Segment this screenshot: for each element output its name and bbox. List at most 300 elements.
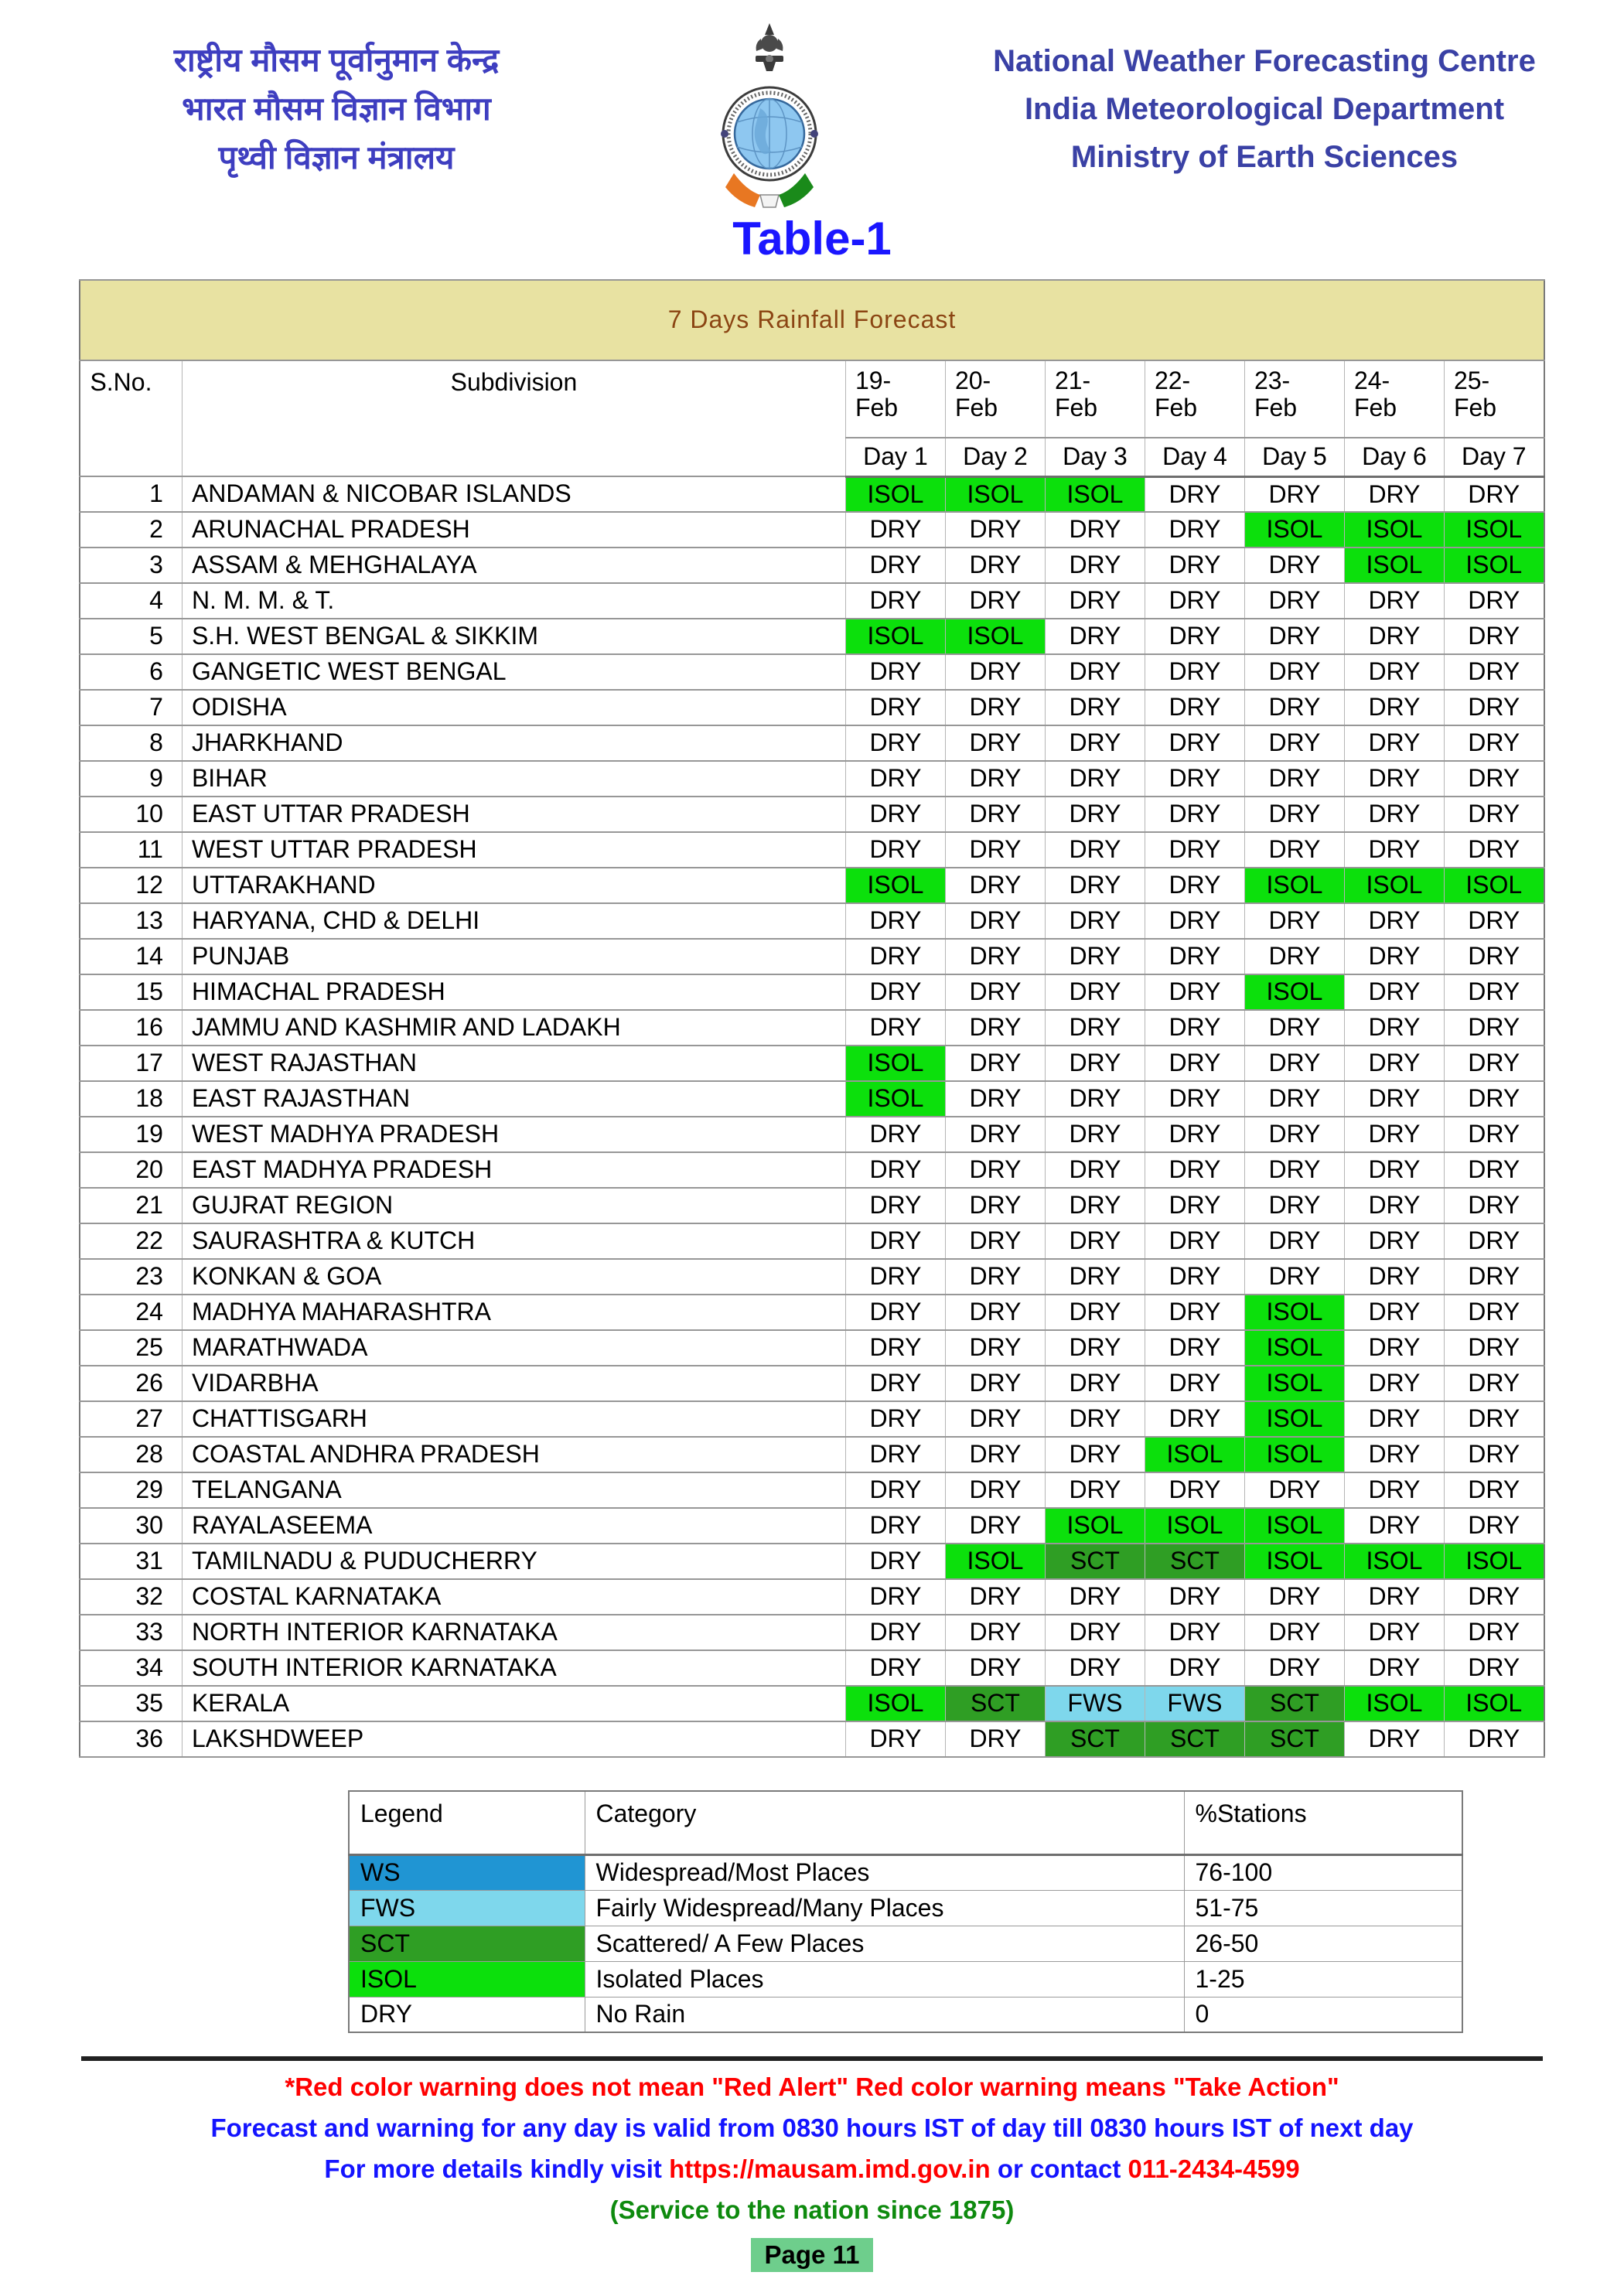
date-header: 25- Feb — [1444, 360, 1544, 438]
table-row — [80, 903, 1544, 939]
forecast-cell: DRY — [1045, 1366, 1145, 1401]
forecast-cell: DRY — [1444, 1508, 1544, 1544]
subdivision-cell: KERALA — [182, 1686, 845, 1721]
forecast-cell: DRY — [1045, 619, 1145, 654]
forecast-cell: DRY — [1444, 1295, 1544, 1330]
forecast-cell: DRY — [845, 1366, 945, 1401]
table-row — [80, 583, 1544, 619]
forecast-cell: DRY — [1045, 1401, 1145, 1437]
forecast-cell: DRY — [1145, 1152, 1244, 1188]
forecast-table-head — [80, 280, 1544, 476]
forecast-cell: DRY — [1145, 1650, 1244, 1686]
day-header: Day 3 — [1045, 438, 1145, 476]
date-header: 23- Feb — [1244, 360, 1344, 438]
hindi-line-1: राष्ट्रीय मौसम पूर्वानुमान केन्द्र — [173, 42, 500, 78]
forecast-cell: DRY — [1145, 797, 1244, 832]
sno-cell: 19 — [80, 1117, 182, 1152]
forecast-cell: DRY — [1045, 1081, 1145, 1117]
forecast-cell: DRY — [1344, 476, 1444, 512]
forecast-cell: DRY — [1444, 1401, 1544, 1437]
forecast-cell: ISOL — [845, 868, 945, 903]
sno-cell: 23 — [80, 1259, 182, 1295]
forecast-cell: DRY — [945, 832, 1045, 868]
forecast-cell: FWS — [1045, 1686, 1145, 1721]
sno-cell: 16 — [80, 1010, 182, 1046]
forecast-cell: ISOL — [845, 1046, 945, 1081]
sno-cell: 14 — [80, 939, 182, 974]
forecast-cell: DRY — [1444, 1579, 1544, 1615]
forecast-cell: DRY — [845, 1615, 945, 1650]
forecast-cell: DRY — [1444, 1223, 1544, 1259]
forecast-cell: ISOL — [1244, 1437, 1344, 1472]
forecast-cell: SCT — [1045, 1544, 1145, 1579]
forecast-cell: DRY — [945, 654, 1045, 690]
forecast-cell: DRY — [1244, 1259, 1344, 1295]
forecast-cell: DRY — [945, 903, 1045, 939]
forecast-cell: ISOL — [1244, 1508, 1344, 1544]
forecast-cell: DRY — [1444, 654, 1544, 690]
forecast-cell: DRY — [1244, 832, 1344, 868]
col-header-sno: S.No. — [80, 360, 182, 476]
table-row — [80, 1615, 1544, 1650]
sno-cell: 3 — [80, 548, 182, 583]
forecast-cell: ISOL — [1145, 1437, 1244, 1472]
forecast-cell: DRY — [1444, 1117, 1544, 1152]
forecast-cell: DRY — [1244, 690, 1344, 725]
subdivision-cell: HARYANA, CHD & DELHI — [182, 903, 845, 939]
table-row — [80, 1579, 1544, 1615]
sno-cell: 21 — [80, 1188, 182, 1223]
sno-cell: 22 — [80, 1223, 182, 1259]
forecast-cell: DRY — [845, 974, 945, 1010]
hindi-line-3: पृथ्वी विज्ञान मंत्रालय — [218, 139, 455, 176]
document-header — [0, 0, 1624, 207]
forecast-cell: DRY — [845, 1579, 945, 1615]
forecast-cell: DRY — [1145, 1330, 1244, 1366]
table-row — [80, 1081, 1544, 1117]
forecast-cell: ISOL — [945, 1544, 1045, 1579]
legend-category-cell: Widespread/Most Places — [585, 1854, 1184, 1890]
forecast-cell: DRY — [1444, 476, 1544, 512]
forecast-cell: DRY — [945, 548, 1045, 583]
forecast-cell: DRY — [1344, 1721, 1444, 1757]
forecast-cell: DRY — [1244, 476, 1344, 512]
red-warning-note: *Red color warning does not mean "Red Alert" Red color warning means "Take Action" — [285, 2073, 1339, 2101]
forecast-cell: DRY — [1045, 1330, 1145, 1366]
forecast-cell: DRY — [1145, 1615, 1244, 1650]
english-line-2: India Meteorological Department — [1024, 92, 1505, 126]
forecast-cell: DRY — [1444, 903, 1544, 939]
forecast-cell: DRY — [1344, 1330, 1444, 1366]
table-row — [80, 1650, 1544, 1686]
details-prefix: For more details kindly visit — [324, 2154, 662, 2183]
forecast-cell: DRY — [1045, 583, 1145, 619]
forecast-cell: DRY — [1444, 1152, 1544, 1188]
forecast-cell: DRY — [1145, 1295, 1244, 1330]
forecast-cell: DRY — [845, 832, 945, 868]
table-row — [80, 797, 1544, 832]
table-row — [80, 1259, 1544, 1295]
forecast-cell: DRY — [845, 1117, 945, 1152]
forecast-cell: DRY — [1244, 548, 1344, 583]
legend-stations-cell: 76-100 — [1184, 1854, 1462, 1890]
forecast-cell: DRY — [945, 761, 1045, 797]
forecast-cell: DRY — [1145, 868, 1244, 903]
sno-cell: 33 — [80, 1615, 182, 1650]
forecast-cell: ISOL — [1344, 548, 1444, 583]
legend-row — [349, 1854, 1462, 1890]
sno-cell: 17 — [80, 1046, 182, 1081]
forecast-cell: ISOL — [1244, 1544, 1344, 1579]
forecast-cell: DRY — [845, 1472, 945, 1508]
forecast-cell: SCT — [1244, 1721, 1344, 1757]
forecast-cell: DRY — [1444, 1081, 1544, 1117]
forecast-cell: DRY — [1444, 761, 1544, 797]
validity-note: Forecast and warning for any day is valid from 0830 hours IST of day till 0830 hours IST of next day — [210, 2113, 1414, 2142]
forecast-cell: DRY — [1145, 725, 1244, 761]
legend-swatch-cell: DRY — [349, 1997, 585, 2032]
legend-row — [349, 1890, 1462, 1926]
forecast-cell: DRY — [1344, 1295, 1444, 1330]
forecast-cell: DRY — [1244, 583, 1344, 619]
forecast-cell: DRY — [845, 903, 945, 939]
sno-cell: 29 — [80, 1472, 182, 1508]
forecast-cell: DRY — [1244, 654, 1344, 690]
forecast-cell: DRY — [845, 725, 945, 761]
forecast-cell: DRY — [1244, 1081, 1344, 1117]
date-header: 20- Feb — [945, 360, 1045, 438]
forecast-cell: DRY — [1444, 1721, 1544, 1757]
table-row — [80, 761, 1544, 797]
forecast-cell: DRY — [1145, 903, 1244, 939]
sno-cell: 34 — [80, 1650, 182, 1686]
legend-header-row — [349, 1791, 1462, 1854]
details-line — [0, 2154, 1624, 2184]
forecast-cell: DRY — [1444, 832, 1544, 868]
forecast-cell: DRY — [945, 1401, 1045, 1437]
forecast-cell: DRY — [945, 1010, 1045, 1046]
sno-cell: 30 — [80, 1508, 182, 1544]
forecast-cell: DRY — [1344, 1472, 1444, 1508]
banner-title: 7 Days Rainfall Forecast — [80, 280, 1544, 360]
forecast-cell: DRY — [1145, 583, 1244, 619]
subdivision-cell: EAST UTTAR PRADESH — [182, 797, 845, 832]
sno-cell: 7 — [80, 690, 182, 725]
subdivision-cell: JHARKHAND — [182, 725, 845, 761]
forecast-cell: DRY — [1045, 690, 1145, 725]
forecast-cell: DRY — [1045, 1259, 1145, 1295]
table-row — [80, 725, 1544, 761]
forecast-cell: DRY — [1344, 1188, 1444, 1223]
legend-category-cell: Fairly Widespread/Many Places — [585, 1890, 1184, 1926]
forecast-cell: DRY — [1344, 797, 1444, 832]
forecast-cell: DRY — [1145, 974, 1244, 1010]
subdivision-cell: TAMILNADU & PUDUCHERRY — [182, 1544, 845, 1579]
forecast-cell: DRY — [1045, 725, 1145, 761]
table-row — [80, 548, 1544, 583]
table-row — [80, 1544, 1544, 1579]
forecast-cell: DRY — [1045, 1152, 1145, 1188]
forecast-cell: DRY — [1145, 512, 1244, 548]
legend-swatch-cell: SCT — [349, 1926, 585, 1961]
forecast-cell: ISOL — [945, 619, 1045, 654]
forecast-cell: DRY — [1145, 761, 1244, 797]
forecast-cell: DRY — [1045, 512, 1145, 548]
page-number-badge: Page 11 — [751, 2238, 874, 2272]
forecast-cell: DRY — [1244, 797, 1344, 832]
forecast-cell: DRY — [1145, 654, 1244, 690]
forecast-cell: SCT — [945, 1686, 1045, 1721]
forecast-cell: DRY — [1045, 1650, 1145, 1686]
subdivision-cell: SAURASHTRA & KUTCH — [182, 1223, 845, 1259]
forecast-cell: DRY — [1145, 1259, 1244, 1295]
forecast-cell: DRY — [1444, 1010, 1544, 1046]
subdivision-cell: COSTAL KARNATAKA — [182, 1579, 845, 1615]
forecast-cell: ISOL — [845, 619, 945, 654]
forecast-cell: ISOL — [1444, 1686, 1544, 1721]
mausam-url-link[interactable]: https://mausam.imd.gov.in — [669, 2154, 991, 2183]
table-row — [80, 832, 1544, 868]
forecast-cell: DRY — [945, 1721, 1045, 1757]
legend-stations-cell: 26-50 — [1184, 1926, 1462, 1961]
forecast-cell: DRY — [845, 1259, 945, 1295]
forecast-cell: DRY — [845, 654, 945, 690]
forecast-cell: DRY — [1244, 1615, 1344, 1650]
forecast-cell: DRY — [945, 1437, 1045, 1472]
forecast-cell: DRY — [1244, 761, 1344, 797]
forecast-cell: DRY — [1145, 1081, 1244, 1117]
table-row — [80, 939, 1544, 974]
forecast-cell: ISOL — [1344, 1686, 1444, 1721]
forecast-cell: DRY — [1244, 1117, 1344, 1152]
forecast-cell: DRY — [1045, 1579, 1145, 1615]
forecast-cell: ISOL — [1344, 1544, 1444, 1579]
subdivision-cell: GUJRAT REGION — [182, 1188, 845, 1223]
legend-header-category: Category — [585, 1791, 1184, 1854]
subdivision-cell: PUNJAB — [182, 939, 845, 974]
table-row — [80, 1437, 1544, 1472]
forecast-cell: DRY — [945, 1259, 1045, 1295]
forecast-cell: DRY — [1145, 1223, 1244, 1259]
forecast-cell: DRY — [1244, 1152, 1344, 1188]
table-row — [80, 1295, 1544, 1330]
forecast-cell: DRY — [945, 1508, 1045, 1544]
forecast-cell: DRY — [1344, 1010, 1444, 1046]
forecast-cell: ISOL — [1244, 512, 1344, 548]
forecast-cell: SCT — [1145, 1544, 1244, 1579]
sno-cell: 31 — [80, 1544, 182, 1579]
day-header: Day 2 — [945, 438, 1045, 476]
english-line-3: Ministry of Earth Sciences — [1070, 140, 1459, 174]
forecast-cell: DRY — [1344, 1366, 1444, 1401]
forecast-cell: ISOL — [1244, 868, 1344, 903]
forecast-cell: DRY — [1145, 1401, 1244, 1437]
table-row — [80, 1472, 1544, 1508]
forecast-cell: DRY — [845, 583, 945, 619]
imd-emblem-icon — [704, 22, 835, 215]
forecast-cell: ISOL — [1244, 1330, 1344, 1366]
subdivision-cell: ODISHA — [182, 690, 845, 725]
sno-cell: 8 — [80, 725, 182, 761]
service-line: (Service to the nation since 1875) — [609, 2195, 1015, 2224]
table-row — [80, 654, 1544, 690]
legend-swatch-cell: ISOL — [349, 1961, 585, 1997]
legend-table-body — [349, 1854, 1462, 2032]
forecast-cell: DRY — [845, 690, 945, 725]
col-header-subdivision: Subdivision — [182, 360, 845, 476]
forecast-cell: ISOL — [1244, 974, 1344, 1010]
sno-cell: 20 — [80, 1152, 182, 1188]
forecast-cell: DRY — [1344, 1081, 1444, 1117]
legend-stations-cell: 1-25 — [1184, 1961, 1462, 1997]
forecast-cell: DRY — [945, 1223, 1045, 1259]
forecast-cell: DRY — [1045, 868, 1145, 903]
sno-cell: 11 — [80, 832, 182, 868]
forecast-cell: DRY — [1045, 797, 1145, 832]
subdivision-cell: N. M. M. & T. — [182, 583, 845, 619]
forecast-cell: DRY — [845, 1330, 945, 1366]
forecast-cell: ISOL — [845, 476, 945, 512]
forecast-cell: ISOL — [1145, 1508, 1244, 1544]
table-row — [80, 1330, 1544, 1366]
sno-cell: 6 — [80, 654, 182, 690]
forecast-cell: DRY — [945, 690, 1045, 725]
sno-cell: 10 — [80, 797, 182, 832]
sno-cell: 13 — [80, 903, 182, 939]
forecast-cell: DRY — [1045, 1188, 1145, 1223]
sno-cell: 15 — [80, 974, 182, 1010]
forecast-cell: DRY — [1344, 1650, 1444, 1686]
forecast-cell: DRY — [845, 1188, 945, 1223]
forecast-cell: DRY — [945, 797, 1045, 832]
sno-cell: 18 — [80, 1081, 182, 1117]
subdivision-cell: ANDAMAN & NICOBAR ISLANDS — [182, 476, 845, 512]
table-row — [80, 1152, 1544, 1188]
forecast-cell: DRY — [1045, 939, 1145, 974]
forecast-cell: DRY — [1444, 939, 1544, 974]
forecast-cell: ISOL — [1344, 512, 1444, 548]
day-header: Day 4 — [1145, 438, 1244, 476]
forecast-cell: DRY — [1145, 1117, 1244, 1152]
table-row — [80, 868, 1544, 903]
subdivision-cell: ASSAM & MEHGHALAYA — [182, 548, 845, 583]
rainfall-forecast-table — [79, 279, 1544, 1758]
forecast-cell: DRY — [1244, 1046, 1344, 1081]
forecast-cell: DRY — [1444, 583, 1544, 619]
legend-stations-cell: 0 — [1184, 1997, 1462, 2032]
forecast-cell: ISOL — [845, 1686, 945, 1721]
legend-table — [348, 1790, 1463, 2033]
subdivision-cell: RAYALASEEMA — [182, 1508, 845, 1544]
hindi-title-block — [112, 36, 561, 182]
forecast-cell: DRY — [845, 1152, 945, 1188]
forecast-cell: FWS — [1145, 1686, 1244, 1721]
sno-cell: 12 — [80, 868, 182, 903]
date-header: 21- Feb — [1045, 360, 1145, 438]
legend-row — [349, 1961, 1462, 1997]
forecast-cell: DRY — [845, 1223, 945, 1259]
forecast-cell: DRY — [1244, 619, 1344, 654]
forecast-cell: DRY — [1145, 476, 1244, 512]
forecast-cell: DRY — [1444, 1330, 1544, 1366]
forecast-cell: DRY — [945, 1472, 1045, 1508]
subdivision-cell: UTTARAKHAND — [182, 868, 845, 903]
forecast-cell: DRY — [1444, 1615, 1544, 1650]
table-row — [80, 1223, 1544, 1259]
forecast-cell: ISOL — [1244, 1295, 1344, 1330]
forecast-cell: DRY — [1244, 1010, 1344, 1046]
table-row — [80, 1046, 1544, 1081]
subdivision-cell: WEST UTTAR PRADESH — [182, 832, 845, 868]
sno-cell: 26 — [80, 1366, 182, 1401]
subdivision-cell: EAST RAJASTHAN — [182, 1081, 845, 1117]
forecast-cell: DRY — [845, 1401, 945, 1437]
day-header: Day 7 — [1444, 438, 1544, 476]
forecast-cell: DRY — [1444, 725, 1544, 761]
forecast-cell: DRY — [1344, 1401, 1444, 1437]
date-header-row — [80, 360, 1544, 438]
forecast-cell: DRY — [945, 939, 1045, 974]
legend-category-cell: Scattered/ A Few Places — [585, 1926, 1184, 1961]
forecast-cell: DRY — [1145, 548, 1244, 583]
forecast-cell: ISOL — [945, 476, 1045, 512]
forecast-cell: DRY — [1045, 832, 1145, 868]
forecast-cell: DRY — [1344, 654, 1444, 690]
subdivision-cell: CHATTISGARH — [182, 1401, 845, 1437]
forecast-cell: DRY — [1444, 1046, 1544, 1081]
forecast-cell: SCT — [1045, 1721, 1145, 1757]
forecast-cell: DRY — [1244, 1472, 1344, 1508]
forecast-cell: DRY — [1045, 548, 1145, 583]
forecast-cell: DRY — [1344, 1259, 1444, 1295]
table-row — [80, 1188, 1544, 1223]
forecast-cell: SCT — [1145, 1721, 1244, 1757]
sno-cell: 25 — [80, 1330, 182, 1366]
forecast-cell: DRY — [945, 1295, 1045, 1330]
footer-divider — [81, 2056, 1543, 2061]
table-row — [80, 1721, 1544, 1757]
forecast-cell: DRY — [1045, 1010, 1145, 1046]
sno-cell: 2 — [80, 512, 182, 548]
forecast-cell: ISOL — [1444, 1544, 1544, 1579]
forecast-cell: DRY — [945, 583, 1045, 619]
forecast-cell: DRY — [1145, 1046, 1244, 1081]
forecast-cell: DRY — [1244, 725, 1344, 761]
subdivision-cell: VIDARBHA — [182, 1366, 845, 1401]
forecast-cell: DRY — [1344, 974, 1444, 1010]
subdivision-cell: MADHYA MAHARASHTRA — [182, 1295, 845, 1330]
day-header: Day 1 — [845, 438, 945, 476]
forecast-cell: DRY — [845, 1650, 945, 1686]
forecast-cell: DRY — [945, 1650, 1045, 1686]
forecast-cell: ISOL — [1244, 1366, 1344, 1401]
forecast-cell: DRY — [945, 1330, 1045, 1366]
forecast-cell: DRY — [1045, 1472, 1145, 1508]
sno-cell: 27 — [80, 1401, 182, 1437]
subdivision-cell: EAST MADHYA PRADESH — [182, 1152, 845, 1188]
subdivision-cell: LAKSHDWEEP — [182, 1721, 845, 1757]
forecast-cell: ISOL — [1444, 868, 1544, 903]
forecast-cell: DRY — [1444, 1437, 1544, 1472]
forecast-cell: DRY — [945, 1579, 1045, 1615]
forecast-cell: DRY — [945, 1046, 1045, 1081]
forecast-cell: DRY — [845, 512, 945, 548]
table-row — [80, 1401, 1544, 1437]
table-row — [80, 619, 1544, 654]
table-row — [80, 1117, 1544, 1152]
forecast-cell: DRY — [1344, 725, 1444, 761]
banner-row — [80, 280, 1544, 360]
